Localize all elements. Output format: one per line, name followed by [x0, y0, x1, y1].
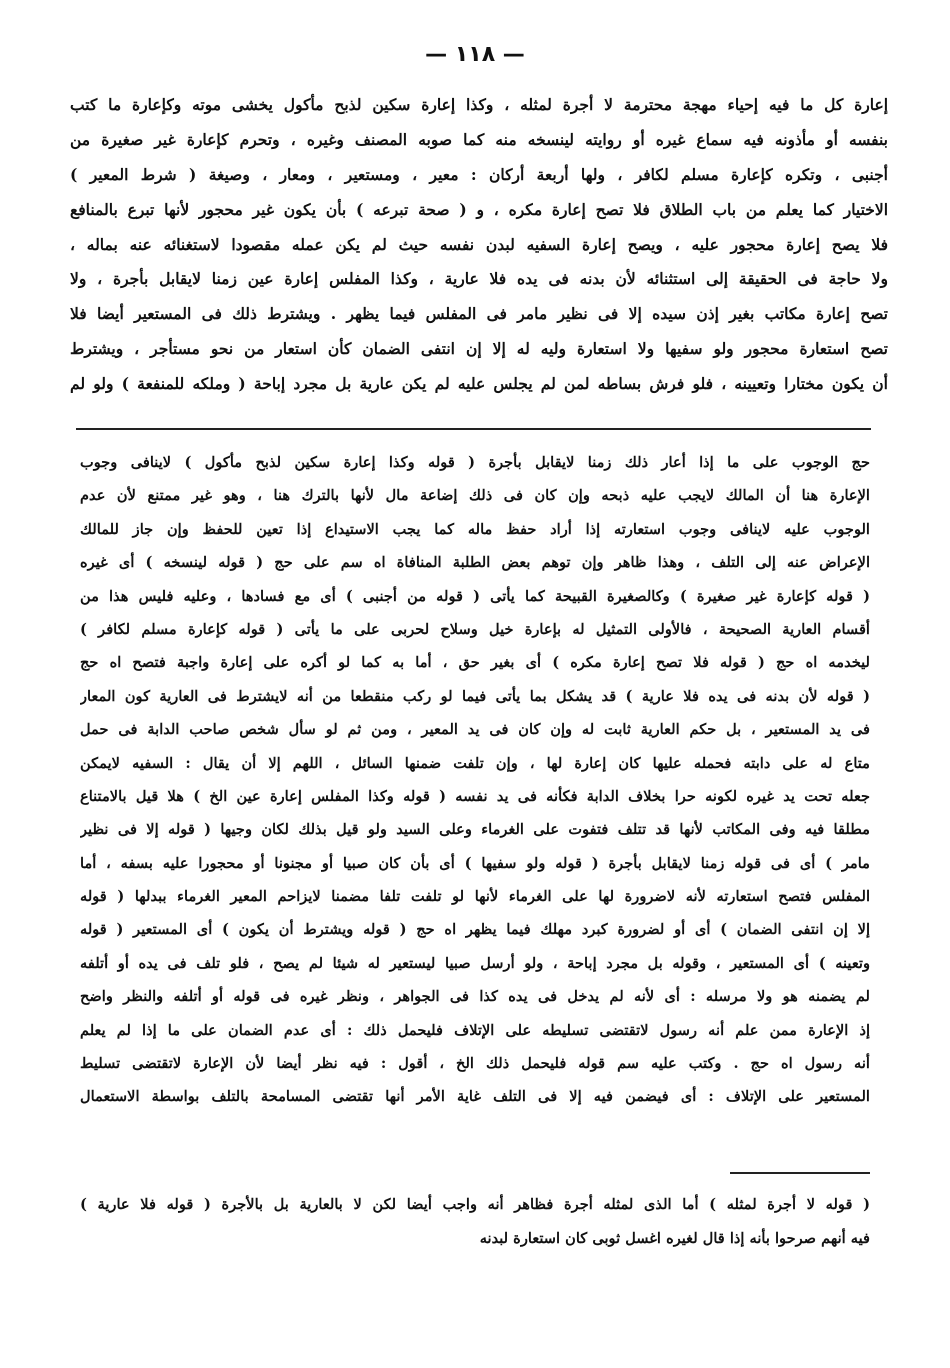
main-text-line: تصح استعارة محجور ولو سفيها ولا استعارة وليه له إلا إن انتفى الضمان كأن استعار من نحو مستأجر ، ويشترط [70, 339, 888, 359]
commentary-line: إذ الإعارة ممن علم أنه رسول لاتقتضى تسليطه على الإتلاف فليحمل ذلك : أى عدم الضمان على ما إذا لم يعلم [80, 1021, 870, 1039]
commentary-line: الوجوب عليه لاينافى وجوب استعارته إذا أراد حفظ ماله كما يجب الاستيداع إذا تعين للحفظ وإن جاز للمالك [80, 520, 870, 538]
footnote-line: ( قوله لا أجرة لمثله ) أما الذى لمثله أجرة فظاهر أنه واجب أيضا لكن لا بالعارية بل بالأجرة ( قوله فلا عارية ) [80, 1196, 870, 1213]
commentary-line: فى يد المستعير ، بل حكم العارية ثابت له وإن كان فى يد المعير ، ومن ثم لو سأل شخص صاحب الدابة فى حمل [80, 721, 870, 739]
footnote-line: فيه أنهم صرحوا بأنه إذا قال لغيره اغسل ثوبى كان استعارة لبدنه [479, 1230, 870, 1247]
commentary-line: متاع له على دابته فحمله عليها كان إعارة لها ، وإن تلفت ضمنها السائل ، اللهم إلا أن يقال : السفيه لايمكن [80, 754, 870, 772]
commentary-line: الإعارة هنا أن المالك لايجب عليه ذبحه وإن كان فى ذلك إضاعة مال لأنها بالترك هنا ، وهو غير ممتنع لأن عدم [80, 487, 870, 505]
main-text-line: ولا حاجة فى الحقيقة إلى استثنائه لأن بدنه فى يده فلا عارية ، وكذا المفلس إعارة عين زمنا لايقابل بأجرة ، ولا [70, 269, 888, 289]
main-text-line: أن يكون مختارا وتعيينه ، فلو فرش بساطه لمن لم يجلس عليه لم يكن عارية بل مجرد إباحة ( وملكه للمنفعة ) ولو لم [70, 374, 888, 394]
section-divider [76, 428, 871, 430]
commentary-line: ليخدمه اه حج ( قوله فلا تصح إعارة مكره ) أى بغير حق ، أما به كما لو أكره على إعارة واجبة فتصح اه حج [80, 654, 870, 672]
commentary-line: إلا إن انتفى الضمان ) أى أو لضرورة كبرد مهلك فيما يظهر اه حج ( قوله ويشترط أن يكون ) أى المستعير ( قوله [80, 921, 870, 939]
page-number: — ١١٨ — [425, 42, 525, 67]
commentary-line: أنه رسول اه حج . وكتب عليه سم قوله فليحمل ذلك الخ ، أقول : فيه نظر أيضا لأن الإعارة لاتقتضى تسليط [80, 1055, 870, 1073]
main-text-line: إعارة كل ما فيه إحياء مهجة محترمة لا أجرة لمثله ، وكذا إعارة سكين لذبح مأكول يخشى موته وكإعارة ما كتب [70, 95, 888, 114]
main-text-line: بنفسه أو مأذونه فيه سماع غيره أو روايته لينسخه منه كما صوبه المصنف وغيره ، وتحرم كإعارة غير صغيرة من [70, 129, 888, 149]
main-text-line: الاختيار كما يعلم من باب الطلاق فلا تصح إعارة مكره ، و ( صحة تبرعه ) بأن يكون غير محجور لأنها تبرع بالمنافع [70, 199, 888, 219]
commentary-line: ( قوله لأن بدنه فى يده فلا عارية ) قد يشكل بما يأتى فيما لو ركب منقطعا من أنه لايشترط فى العارية كون المعار [80, 687, 870, 705]
commentary-line: مامر ) أى فى قوله زمنا لايقابل بأجرة ( قوله ولو سفيها ) أى بأن كان صبيا أو مجنونا أو محجورا عليه بسفه ، أما [80, 854, 870, 872]
commentary-line: الإعراض عنه إلى التلف ، وهذا ظاهر وإن توهم بعض الطلبة المنافاة اه سم على حج ( قوله لينسخه ) أى غيره [80, 554, 870, 572]
main-text-line: تصح إعارة مكاتب بغير إذن سيده إلا فى نظير مامر فى المفلس فيما يظهر . ويشترط ذلك فى المستعير أيضا فلا [70, 304, 888, 324]
commentary-line: ( قوله كإعارة غير صغيرة ) وكالصغيرة القبيحة كما يأتى ( قوله من أجنبى ) أى مع فسادها ، وعليه فليس هذا من [80, 587, 870, 605]
main-text-line: فلا يصح إعارة محجور عليه ، ويصح إعارة السفيه لبدن نفسه حيث لم يكن عمله مقصودا لاستغنائه عنه بماله ، [70, 234, 888, 254]
footnote-divider [730, 1172, 870, 1174]
commentary-line: لم يضمنه هو ولا مرسله : أى لأنه لم يدخل فى يده كذا فى الجواهر ، ونظر غيره فى قوله أو أتلفه والنظر واضح [80, 988, 870, 1006]
commentary-line: المفلس فتصح استعارته لأنه لاضرورة لها على الغرماء لأنها لو تلفت تلفا مضمنا لايزاحم المعير الغرماء ببدلها ( قوله [80, 888, 870, 906]
commentary-line: وتعينه ) أى المستعير ، وقوله بل مجرد إباحة ، ولو أرسل صبيا ليستعير له شيئا لم يصح ، فلو تلف فى يده أو أتلفه [80, 954, 870, 972]
commentary-line: مطلقا فيه وفى المكاتب لأنها قد تتلف فتفوت على الغرماء وعلى السيد ولو قيل بذلك لكان وجيها ( قوله إلا فى نظير [80, 821, 870, 839]
commentary-line: حج الوجوب على ما إذا أعار ذلك زمنا لايقابل بأجرة ( قوله وكذا إعارة سكين لذبح مأكول ) لاينافى وجوب [80, 454, 870, 471]
main-text-block [70, 88, 888, 402]
commentary-line: أقسام العارية الصحيحة ، فالأولى التمثيل له بإعارة خيل وسلاح لحربى على ما يأتى ( قوله كإعارة مسلم لكافر ) [80, 620, 870, 638]
main-text-line: أجنبى ، وتكره كإعارة مسلم لكافر ، ولها أربعة أركان : معير ، ومستعير ، ومعار ، وصيغة ( شرط المعير ) [70, 164, 888, 184]
footnote-block [80, 1188, 870, 1256]
commentary-line: المستعير على الإتلاف : أى فيضمن فيه إلا فى التلف غاية الأمر أنها تقتضى المسامحة بالتلف بواسطة الاستعمال [80, 1088, 870, 1106]
commentary-block [80, 446, 870, 1114]
commentary-line: جعله تحت يد غيره لكونه حرا بخلاف الدابة فكأنه فى يد نفسه ( قوله وكذا المفلس إعارة عين الخ ) هلا قيل بالامتناع [80, 787, 870, 805]
